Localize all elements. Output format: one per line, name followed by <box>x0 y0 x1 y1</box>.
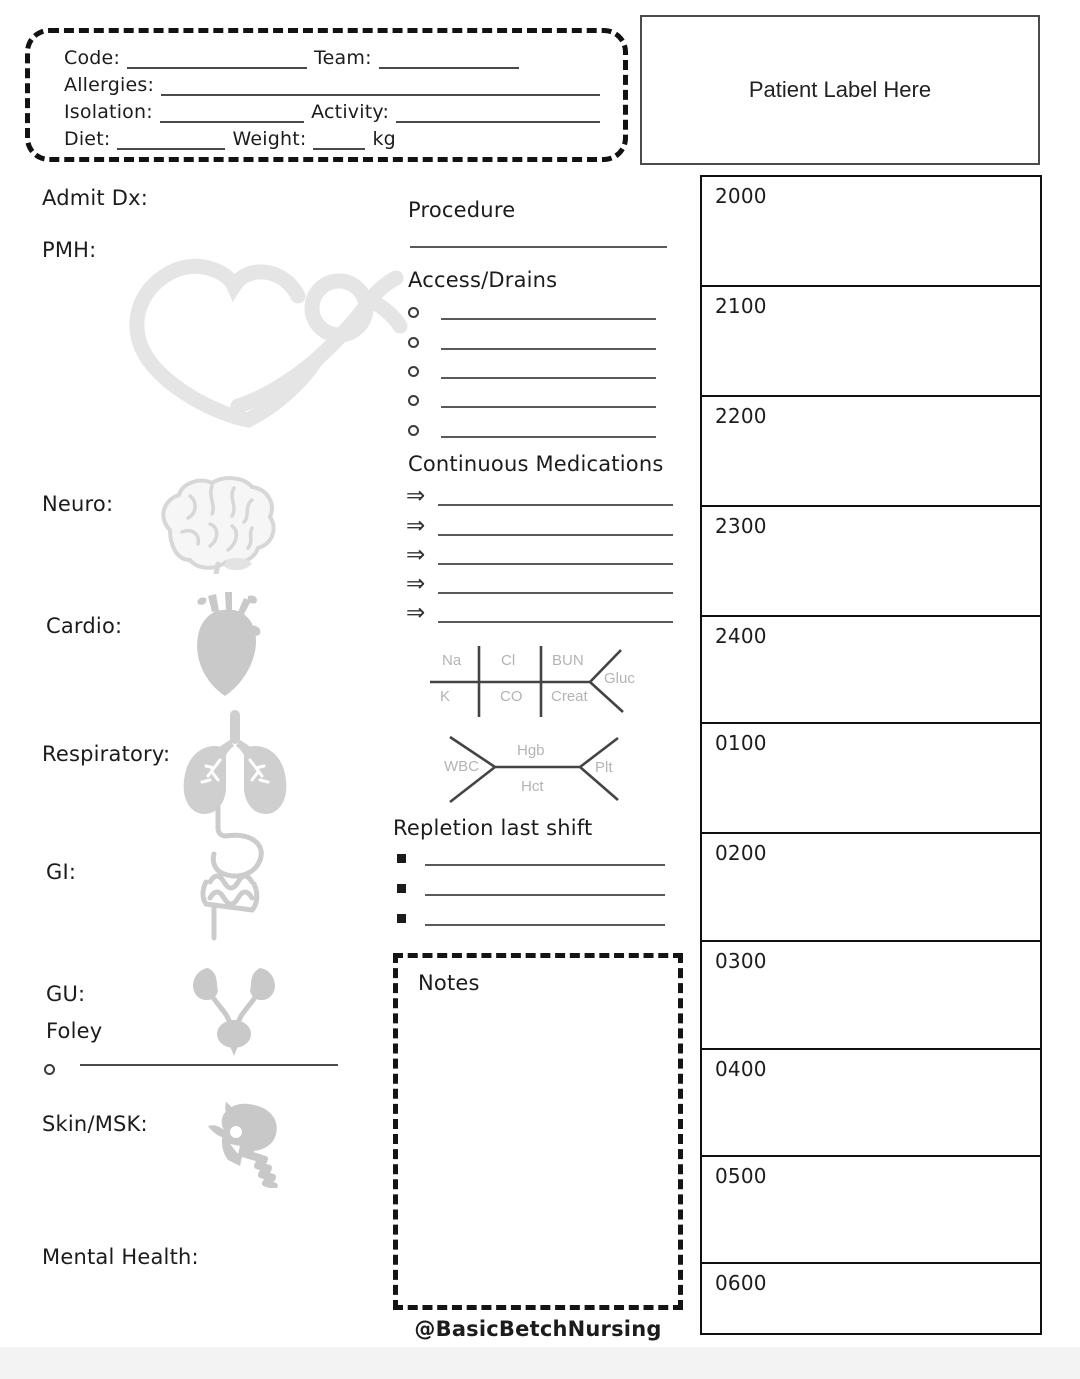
time-slot-row <box>702 177 1040 287</box>
circle-bullet-icon <box>408 337 419 348</box>
repletion-row <box>397 882 665 896</box>
cbc-plt-label: Plt <box>595 759 613 776</box>
access-drains-row <box>408 336 656 350</box>
access-drains-row <box>408 365 656 379</box>
repletion-row <box>397 912 665 926</box>
weight-unit-label: kg <box>372 128 396 150</box>
time-slot-label: 2400 <box>715 624 767 648</box>
gu-label: GU: <box>46 982 86 1006</box>
circle-bullet-icon <box>408 307 419 318</box>
time-slot-row <box>702 1050 1040 1157</box>
kidneys-bladder-icon <box>188 964 280 1056</box>
code-blank-line <box>127 54 307 69</box>
blank-line <box>425 882 665 896</box>
notes-heading: Notes <box>418 971 480 995</box>
square-bullet-icon <box>397 854 406 863</box>
blank-line <box>441 306 656 320</box>
time-slot-label: 0300 <box>715 949 767 973</box>
time-slot-row <box>702 1157 1040 1264</box>
circle-bullet-icon <box>44 1064 55 1075</box>
lungs-icon <box>176 710 294 815</box>
time-slot-label: 2300 <box>715 514 767 538</box>
header-row-4 <box>64 123 607 150</box>
access-drains-row <box>408 394 656 408</box>
code-label: Code: <box>64 47 121 69</box>
blank-line <box>441 336 656 350</box>
access-drains-row <box>408 306 656 320</box>
time-slot-label: 0600 <box>715 1271 767 1295</box>
time-slot-row <box>702 834 1040 942</box>
time-slot-row <box>702 724 1040 834</box>
blank-line <box>438 551 673 565</box>
isolation-blank-line <box>160 108 304 123</box>
page-bottom-edge <box>0 1347 1080 1379</box>
double-arrow-icon: ⇒ <box>406 513 426 539</box>
cbc-hct-label: Hct <box>521 778 544 795</box>
blank-line <box>441 424 656 438</box>
notes-box <box>393 953 683 1310</box>
header-row-2 <box>64 69 607 96</box>
gi-label: GI: <box>46 860 77 884</box>
bmp-gluc-label: Gluc <box>604 670 635 687</box>
skin-msk-label: Skin/MSK: <box>42 1112 148 1136</box>
diet-blank-line <box>117 135 225 150</box>
continuous-med-row <box>406 600 673 626</box>
respiratory-label: Respiratory: <box>42 742 171 766</box>
time-slot-row <box>702 397 1040 507</box>
cbc-hgb-label: Hgb <box>517 742 545 759</box>
bmp-na-label: Na <box>442 652 462 669</box>
neuro-label: Neuro: <box>42 492 114 516</box>
hourly-time-grid <box>700 175 1042 1335</box>
repletion-row <box>397 852 665 866</box>
stethoscope-heart-watermark-icon <box>88 248 408 430</box>
time-slot-label: 0500 <box>715 1164 767 1188</box>
mental-health-label: Mental Health: <box>42 1245 199 1269</box>
pmh-label: PMH: <box>42 238 97 262</box>
double-arrow-icon: ⇒ <box>406 483 426 509</box>
time-slot-label: 2100 <box>715 294 767 318</box>
team-blank-line <box>379 54 519 69</box>
continuous-medications-heading: Continuous Medications <box>408 452 664 476</box>
time-slot-label: 0400 <box>715 1057 767 1081</box>
header-row-1 <box>64 42 607 69</box>
time-slot-label: 2000 <box>715 184 767 208</box>
foley-label: Foley <box>46 1019 103 1043</box>
time-slot-row <box>702 287 1040 397</box>
bmp-bun-label: BUN <box>552 652 584 669</box>
blank-line <box>441 394 656 408</box>
access-drains-heading: Access/Drains <box>408 268 558 292</box>
time-slot-row <box>702 942 1040 1050</box>
header-row-3 <box>64 96 607 123</box>
activity-blank-line <box>396 108 600 123</box>
bmp-creat-label: Creat <box>551 688 588 705</box>
circle-bullet-icon <box>408 425 419 436</box>
time-slot-row <box>702 1264 1040 1333</box>
blank-line <box>438 492 673 506</box>
square-bullet-icon <box>397 884 406 893</box>
blank-line <box>441 365 656 379</box>
activity-label: Activity: <box>311 101 390 123</box>
bmp-cl-label: Cl <box>501 652 516 669</box>
bmp-k-label: K <box>440 688 451 705</box>
heart-icon <box>186 588 264 700</box>
time-slot-label: 0200 <box>715 841 767 865</box>
continuous-med-row <box>406 571 673 597</box>
circle-bullet-icon <box>408 395 419 406</box>
cardio-label: Cardio: <box>46 614 123 638</box>
allergies-blank-line <box>161 81 600 96</box>
isolation-label: Isolation: <box>64 101 153 123</box>
square-bullet-icon <box>397 914 406 923</box>
team-label: Team: <box>314 47 372 69</box>
gi-tract-icon <box>192 806 276 942</box>
circle-bullet-icon <box>408 366 419 377</box>
diet-label: Diet: <box>64 128 111 150</box>
blank-line <box>438 609 673 623</box>
foley-bullet <box>44 1060 55 1079</box>
admit-dx-label: Admit Dx: <box>42 186 149 210</box>
allergies-label: Allergies: <box>64 74 155 96</box>
patient-info-box <box>25 28 628 162</box>
time-slot-row <box>702 617 1040 724</box>
double-arrow-icon: ⇒ <box>406 571 426 597</box>
double-arrow-icon: ⇒ <box>406 542 426 568</box>
continuous-med-row <box>406 483 673 509</box>
time-slot-label: 0100 <box>715 731 767 755</box>
footer-handle: @BasicBetchNursing <box>414 1317 662 1341</box>
patient-label-box <box>640 15 1040 165</box>
blank-line <box>438 522 673 536</box>
bmp-co-label: CO <box>500 688 523 705</box>
blank-line <box>425 912 665 926</box>
continuous-med-row <box>406 513 673 539</box>
skull-spine-icon <box>196 1096 288 1188</box>
repletion-heading: Repletion last shift <box>393 816 593 840</box>
patient-label-text: Patient Label Here <box>748 77 932 102</box>
cbc-wbc-label: WBC <box>444 758 479 775</box>
time-slot-row <box>702 507 1040 617</box>
blank-line <box>425 852 665 866</box>
blank-line <box>438 580 673 594</box>
weight-label: Weight: <box>232 128 307 150</box>
procedure-blank-line <box>410 234 667 248</box>
double-arrow-icon: ⇒ <box>406 600 426 626</box>
access-drains-row <box>408 424 656 438</box>
brain-icon <box>148 472 280 574</box>
time-slot-label: 2200 <box>715 404 767 428</box>
weight-blank-line <box>313 135 365 150</box>
procedure-heading: Procedure <box>408 198 516 222</box>
continuous-med-row <box>406 542 673 568</box>
